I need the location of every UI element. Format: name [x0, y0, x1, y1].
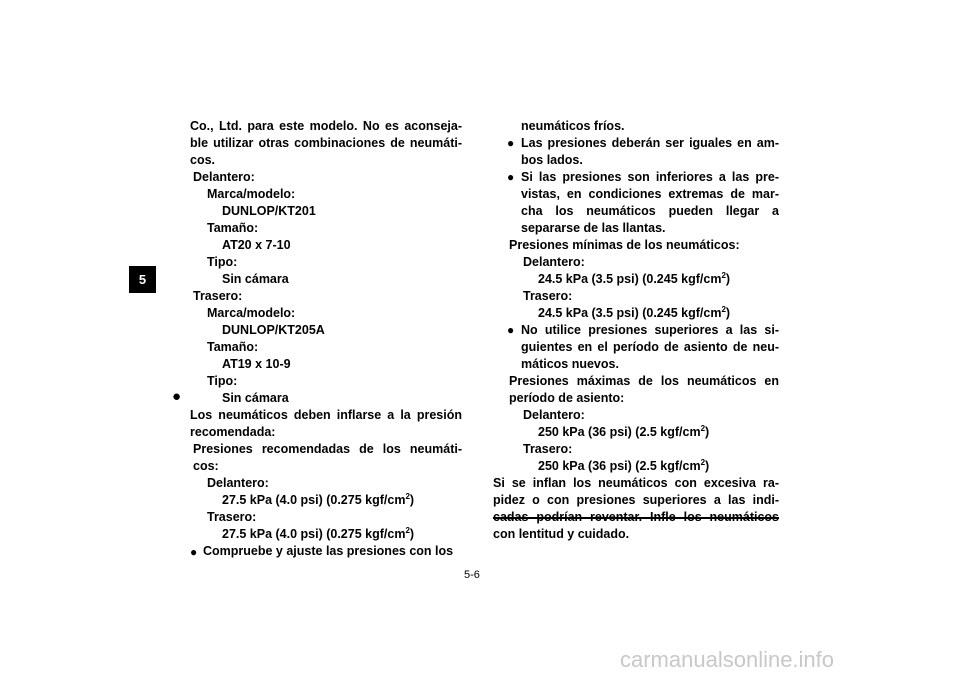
- text-line: con lentitud y cuidado.: [493, 527, 630, 541]
- text-line: Marca/modelo:: [207, 306, 296, 320]
- text-line: Delantero:: [523, 255, 585, 269]
- text-line: DUNLOP/KT205A: [222, 323, 325, 337]
- text-line: Tipo:: [207, 255, 238, 269]
- text-line: AT19 x 10-9: [222, 357, 291, 371]
- pressure-line: [538, 424, 709, 441]
- bullet-icon: ●: [190, 545, 198, 559]
- text-line: Trasero:: [523, 442, 573, 456]
- text-line: Delantero:: [523, 408, 585, 422]
- superscript: 2: [700, 458, 706, 467]
- pressure-text: 27.5 kPa (4.0 psi) (0.275 kgf/cm: [222, 493, 406, 507]
- text-line: Los neumáticos deben inflarse a la presión: [190, 408, 462, 422]
- text-line: neumáticos fríos.: [521, 119, 625, 133]
- pressure-text: 250 kPa (36 psi) (2.5 kgf/cm: [538, 425, 701, 439]
- text-line: Tipo:: [207, 374, 238, 388]
- text-line: Tamaño:: [207, 340, 259, 354]
- close-paren: ): [409, 527, 415, 541]
- text-line: DUNLOP/KT201: [222, 204, 316, 218]
- chapter-tab: 5: [129, 266, 156, 293]
- bullet-icon: ●: [507, 170, 515, 184]
- text-line: Presiones máximas de los neumáticos en: [509, 374, 779, 388]
- pressure-text: 27.5 kPa (4.0 psi) (0.275 kgf/cm: [222, 527, 406, 541]
- close-paren: ): [725, 306, 731, 320]
- close-paren: ): [725, 272, 731, 286]
- text-line: Trasero:: [193, 289, 243, 303]
- superscript: 2: [700, 424, 706, 433]
- text-line: Presiones mínimas de los neumáticos:: [509, 238, 740, 252]
- text-line: período de asiento:: [509, 391, 625, 405]
- page-number: 5-6: [464, 569, 480, 581]
- close-paren: ): [409, 493, 415, 507]
- text-line: cha los neumáticos pueden llegar a: [521, 204, 779, 218]
- text-line: máticos nuevos.: [521, 357, 619, 371]
- text-line: bos lados.: [521, 153, 583, 167]
- text-line: recomendada:: [190, 425, 276, 439]
- close-paren: ): [705, 425, 710, 439]
- text-line: Las presiones deberán ser iguales en am-: [521, 136, 779, 150]
- text-line: Trasero:: [207, 510, 257, 524]
- pressure-line: [538, 458, 709, 475]
- pressure-line: [538, 271, 730, 288]
- text-line: separarse de las llantas.: [521, 221, 666, 235]
- text-line: Delantero:: [193, 170, 255, 184]
- superscript: 2: [721, 305, 726, 314]
- pressure-text: 250 kPa (36 psi) (2.5 kgf/cm: [538, 459, 701, 473]
- pressure-line: [538, 305, 730, 322]
- text-line: Marca/modelo:: [207, 187, 296, 201]
- text-line: Tamaño:: [207, 221, 259, 235]
- bullet-icon: ●: [507, 323, 515, 337]
- text-line: ble utilizar otras combinaciones de neumáti-: [190, 136, 462, 150]
- close-paren: ): [705, 459, 710, 473]
- bullet-icon: ●: [172, 388, 182, 405]
- section-end-rule: [493, 517, 779, 519]
- pressure-text: 24.5 kPa (3.5 psi) (0.245 kgf/cm: [538, 306, 722, 320]
- superscript: 2: [721, 271, 726, 280]
- text-line: vistas, en condiciones extremas de mar-: [521, 187, 779, 201]
- pressure-line: [222, 492, 414, 509]
- text-line: Si las presiones son inferiores a las pre-: [521, 170, 779, 184]
- superscript: 2: [405, 492, 410, 501]
- text-line: Si se inflan los neumáticos con excesiva ra-: [493, 476, 779, 490]
- footer-watermark[interactable]: carmanualsonline.info: [620, 647, 835, 672]
- text-line: cos:: [193, 459, 219, 473]
- text-line: Compruebe y ajuste las presiones con los: [203, 544, 454, 558]
- text-line: Co., Ltd. para este modelo. No es aconseja-: [190, 119, 462, 133]
- pressure-text: 24.5 kPa (3.5 psi) (0.245 kgf/cm: [538, 272, 722, 286]
- superscript: 2: [405, 526, 410, 535]
- text-line: cos.: [190, 153, 216, 167]
- pressure-line: [222, 526, 414, 543]
- text-line: Sin cámara: [222, 391, 289, 405]
- text-line: Delantero:: [207, 476, 269, 490]
- text-line: cadas podrían reventar. Infle los neumáticos: [493, 510, 779, 524]
- text-line: Sin cámara: [222, 272, 289, 286]
- text-line: guientes en el período de asiento de neu-: [521, 340, 779, 354]
- text-line: pidez o con presiones superiores a las indi-: [493, 493, 779, 507]
- bullet-icon: ●: [507, 136, 515, 150]
- text-line: Trasero:: [523, 289, 573, 303]
- text-line: AT20 x 7-10: [222, 238, 291, 252]
- text-line: No utilice presiones superiores a las si-: [521, 323, 779, 337]
- text-line: Presiones recomendadas de los neumáti-: [193, 442, 462, 456]
